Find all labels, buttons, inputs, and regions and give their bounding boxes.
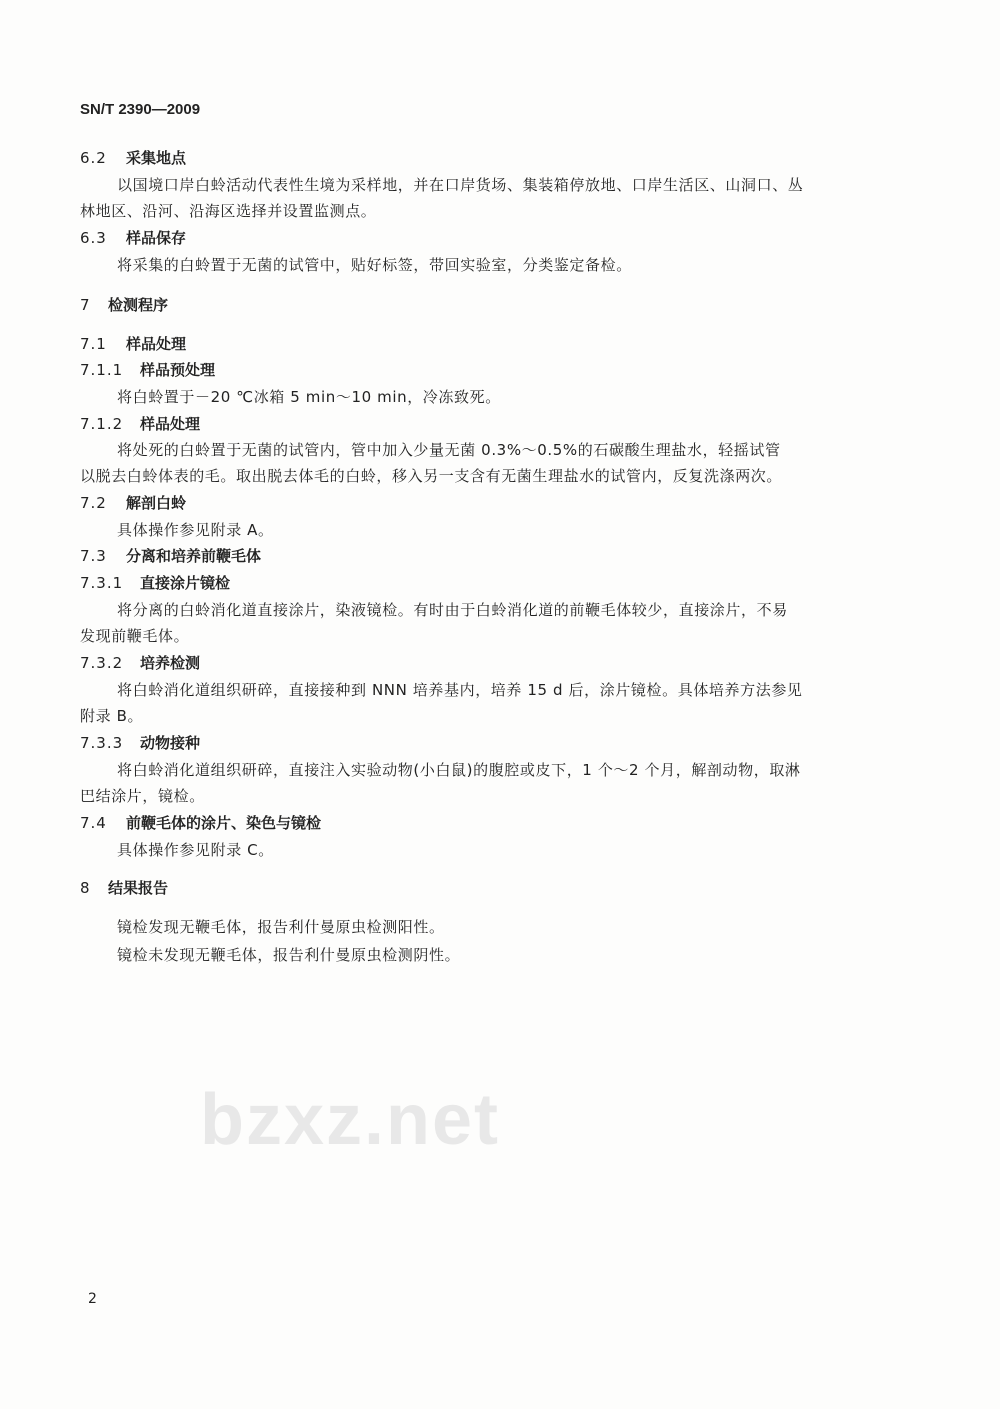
section-number: 8 (80, 879, 91, 897)
paragraph-line: 镜检发现无鞭毛体，报告利什曼原虫检测阳性。 (117, 918, 445, 936)
section-heading (80, 813, 321, 833)
section-number: 7.3 (80, 547, 107, 565)
section-number: 7.1.1 (80, 361, 124, 379)
section-heading (80, 228, 186, 248)
section-title: 结果报告 (108, 879, 169, 897)
section-title: 采集地点 (126, 149, 187, 167)
section-title: 直接涂片镜检 (140, 574, 231, 592)
section-title: 样品处理 (140, 415, 201, 433)
paragraph-line: 将处死的白蛉置于无菌的试管内，管中加入少量无菌 0.3%～0.5%的石碳酸生理盐水，轻摇试管 (117, 441, 781, 459)
section-number: 6.2 (80, 149, 107, 167)
paragraph-line: 以脱去白蛉体表的毛。取出脱去体毛的白蛉，移入另一支含有无菌生理盐水的试管内，反复洗涤两次。 (80, 467, 783, 485)
paragraph-line: 发现前鞭毛体。 (80, 627, 190, 645)
section-heading (80, 493, 186, 513)
section-title: 动物接种 (140, 734, 201, 752)
paragraph-line: 具体操作参见附录 A。 (117, 521, 274, 539)
section-title: 样品处理 (126, 335, 187, 353)
paragraph-line: 将白蛉消化道组织研碎，直接注入实验动物(小白鼠)的腹腔或皮下，1 个～2 个月，解剖动物，取淋 (117, 761, 801, 779)
watermark: bzxz.net (200, 1080, 501, 1160)
section-title: 分离和培养前鞭毛体 (126, 547, 262, 565)
paragraph-line: 以国境口岸白蛉活动代表性生境为采样地，并在口岸货场、集装箱停放地、口岸生活区、山洞口、丛 (117, 176, 804, 194)
section-number: 7.3.2 (80, 654, 124, 672)
section-title: 检测程序 (108, 296, 169, 314)
paragraph-line: 具体操作参见附录 C。 (117, 841, 274, 859)
section-heading (80, 334, 186, 354)
section-number: 6.3 (80, 229, 107, 247)
section-heading (80, 653, 200, 673)
paragraph-line: 将分离的白蛉消化道直接涂片，染液镜检。有时由于白蛉消化道的前鞭毛体较少，直接涂片，不易 (117, 601, 788, 619)
section-heading (80, 573, 230, 593)
section-number: 7.3.1 (80, 574, 124, 592)
section-heading (80, 295, 168, 315)
section-heading (80, 414, 200, 434)
section-heading (80, 878, 168, 898)
section-number: 7.2 (80, 494, 107, 512)
section-title: 样品预处理 (140, 361, 216, 379)
section-number: 7.3.3 (80, 734, 124, 752)
section-heading (80, 360, 215, 380)
section-number: 7.1.2 (80, 415, 124, 433)
paragraph-line: 附录 B。 (80, 707, 144, 725)
paragraph-line: 镜检未发现无鞭毛体，报告利什曼原虫检测阴性。 (117, 946, 461, 964)
paragraph-line: 将白蛉消化道组织研碎，直接接种到 NNN 培养基内，培养 15 d 后，涂片镜检。具体培养方法参见 (117, 681, 803, 699)
section-number: 7.1 (80, 335, 107, 353)
section-heading (80, 546, 261, 566)
section-heading (80, 148, 186, 168)
page-number: 2 (88, 1291, 97, 1307)
section-title: 解剖白蛉 (126, 494, 187, 512)
section-title: 前鞭毛体的涂片、染色与镜检 (126, 814, 322, 832)
standard-number-header: SN/T 2390—2009 (80, 101, 201, 118)
section-title: 培养检测 (140, 654, 201, 672)
section-title: 样品保存 (126, 229, 187, 247)
paragraph-line: 将采集的白蛉置于无菌的试管中，贴好标签，带回实验室，分类鉴定备检。 (117, 256, 632, 274)
paragraph-line: 将白蛉置于－20 ℃冰箱 5 min～10 min，冷冻致死。 (117, 388, 501, 406)
paragraph-line: 巴结涂片，镜检。 (80, 787, 205, 805)
section-number: 7 (80, 296, 91, 314)
section-heading (80, 733, 200, 753)
paragraph-line: 林地区、沿河、沿海区选择并设置监测点。 (80, 202, 377, 220)
section-number: 7.4 (80, 814, 107, 832)
